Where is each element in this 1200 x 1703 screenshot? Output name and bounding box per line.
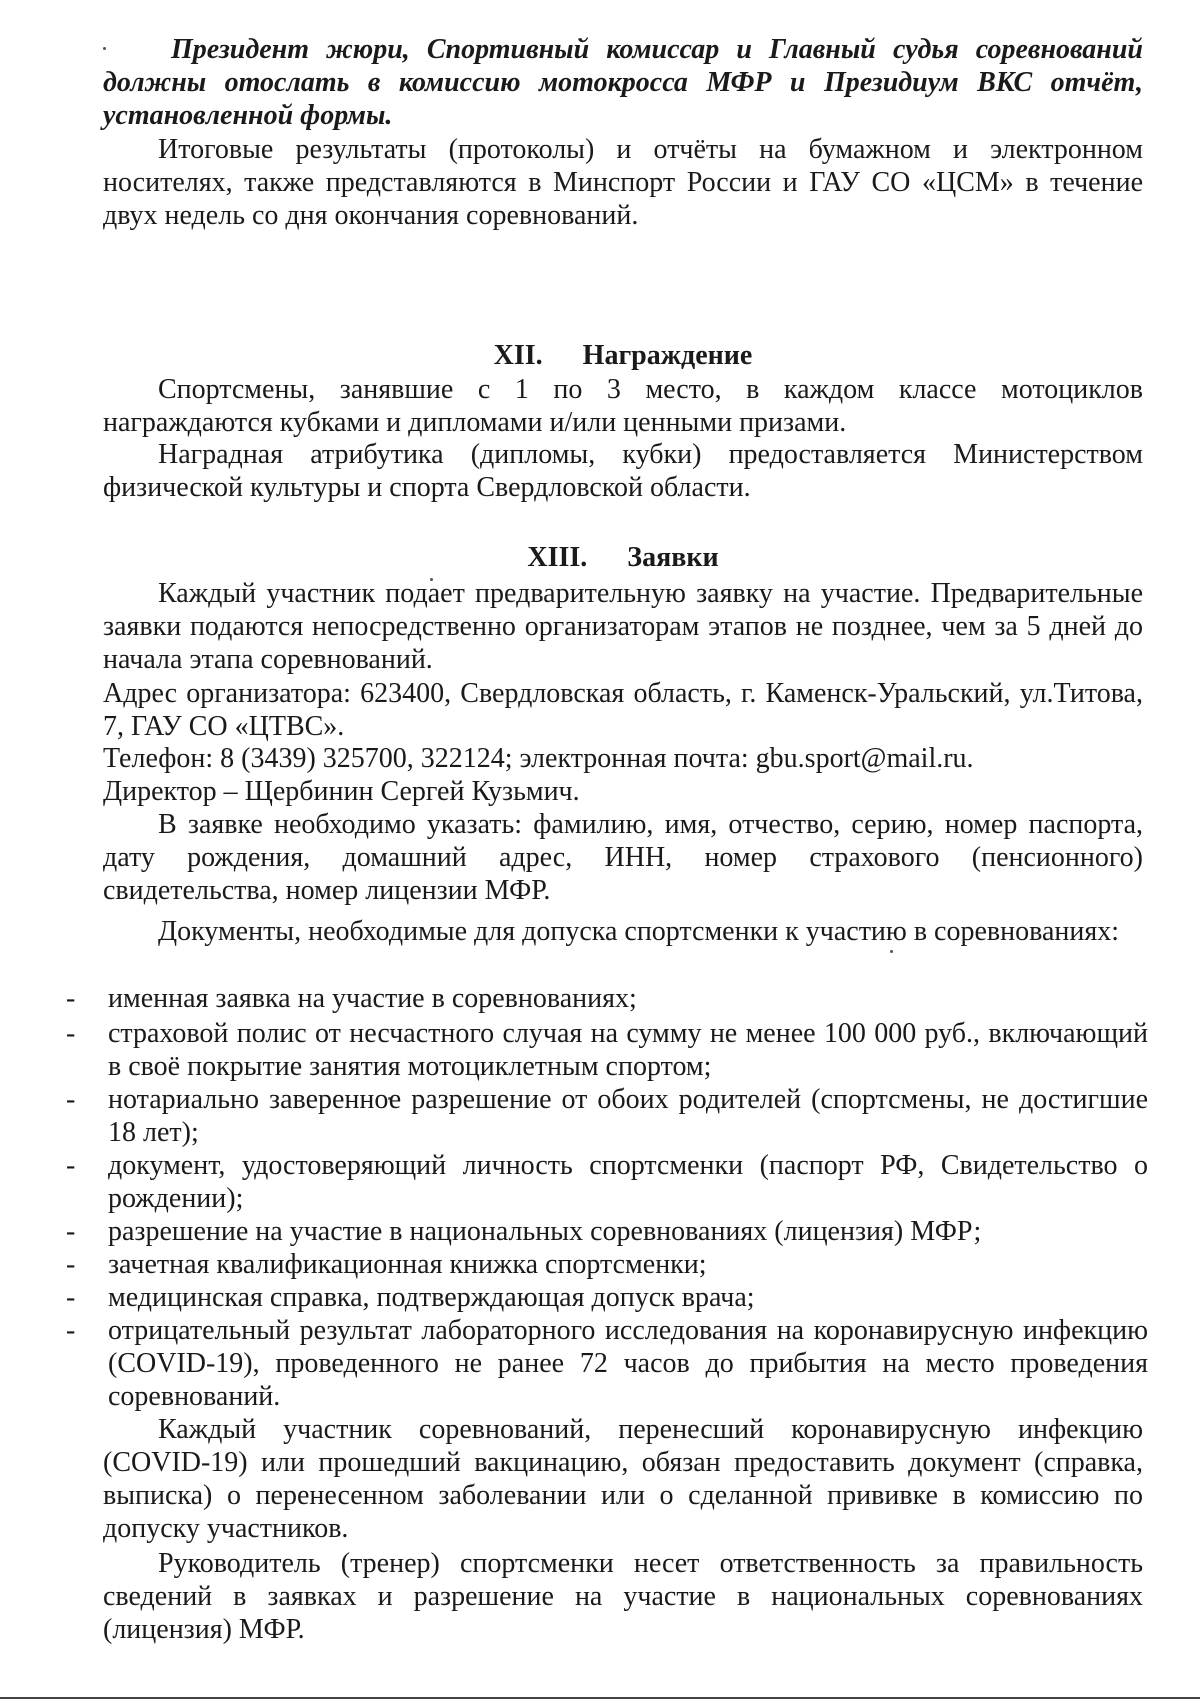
page-bottom-edge (0, 1697, 1200, 1699)
list-item: - именная заявка на участие в соревнованиях; (66, 983, 637, 1014)
section-number: XII. (493, 340, 543, 371)
contact-phone-email: Телефон: 8 (3439) 325700, 322124; электронная почта: gbu.sport@mail.ru. (103, 743, 974, 774)
list-item: - нотариально заверенное разрешение от обоих родителей (спортсмены, не достигшие 18 лет); (66, 1084, 1148, 1148)
section-heading-awards (103, 339, 1143, 372)
covid-paragraph: Каждый участник соревнований, перенесший коронавирусную инфекцию (COVID-19) или прошедший вакцинацию, обязан предоставить документ (справка, выписка) о перенесенном заболевании или о сделанной прививке в комиссию по допуску участников. (103, 1414, 1143, 1544)
trainer-responsibility-paragraph: Руководитель (тренер) спортсменки несет ответственность за правильность сведений в заявках и разрешение на участие в национальных соревнованиях (лицензия) МФР. (103, 1548, 1143, 1645)
list-item: - документ, удостоверяющий личность спортсменки (паспорт РФ, Свидетельство о рождении); (66, 1150, 1148, 1214)
section-title: Награждение (582, 340, 753, 371)
awards-attributes-paragraph: Наградная атрибутика (дипломы, кубки) предоставляется Министерством физической культуры и спорта Свердловской области. (103, 439, 1143, 503)
section-heading-applications (103, 541, 1143, 574)
application-requirements-paragraph: В заявке необходимо указать: фамилию, имя, отчество, серию, номер паспорта, дату рождения, домашний адрес, ИНН, номер страхового (пенсионного) свидетельства, номер лицензии МФР. (103, 809, 1143, 906)
list-item: - медицинская справка, подтверждающая допуск врача; (66, 1282, 755, 1313)
list-item: - отрицательный результат лабораторного исследования на коронавирусную инфекцию (COVID-19), проведенного не ранее 72 часов до прибытия на место проведения соревнований. (66, 1315, 1148, 1412)
organizer-address: Адрес организатора: 623400, Свердловская область, г. Каменск-Уральский, ул.Титова, 7, ГАУ СО «ЦТВС». (103, 678, 1143, 742)
scan-speck (890, 950, 893, 953)
documents-list (0, 982, 1200, 1413)
list-item: - страховой полис от несчастного случая на сумму не менее 100 000 руб., включающий в своё покрытие занятия мотоциклетным спортом; (66, 1018, 1148, 1082)
section-number: XIII. (527, 542, 588, 573)
list-item: - зачетная квалификационная книжка спортсменки; (66, 1249, 707, 1280)
jury-report-paragraph: Президент жюри, Спортивный комиссар и Главный судья соревнований должны отослать в комиссию мотокросса МФР и Президиум ВКС отчёт, установленной формы. (103, 34, 1143, 131)
section-title: Заявки (627, 542, 719, 573)
results-paragraph: Итоговые результаты (протоколы) и отчёты на бумажном и электронном носителях, также представляются в Минспорт России и ГАУ СО «ЦСМ» в течение двух недель со дня окончания соревнований. (103, 134, 1143, 231)
list-item: - разрешение на участие в национальных соревнованиях (лицензия) МФР; (66, 1216, 982, 1247)
documents-intro: Документы, необходимые для допуска спортсменки к участию в соревнованиях: (158, 916, 1120, 947)
awards-paragraph: Спортсмены, занявшие с 1 по 3 место, в каждом классе мотоциклов награждаются кубками и дипломами и/или ценными призами. (103, 374, 1143, 438)
director-name: Директор – Щербинин Сергей Кузьмич. (103, 776, 580, 807)
applications-paragraph: Каждый участник подает предварительную заявку на участие. Предварительные заявки подаются непосредственно организаторам этапов не позднее, чем за 5 дней до начала этапа соревнований. (103, 578, 1143, 675)
